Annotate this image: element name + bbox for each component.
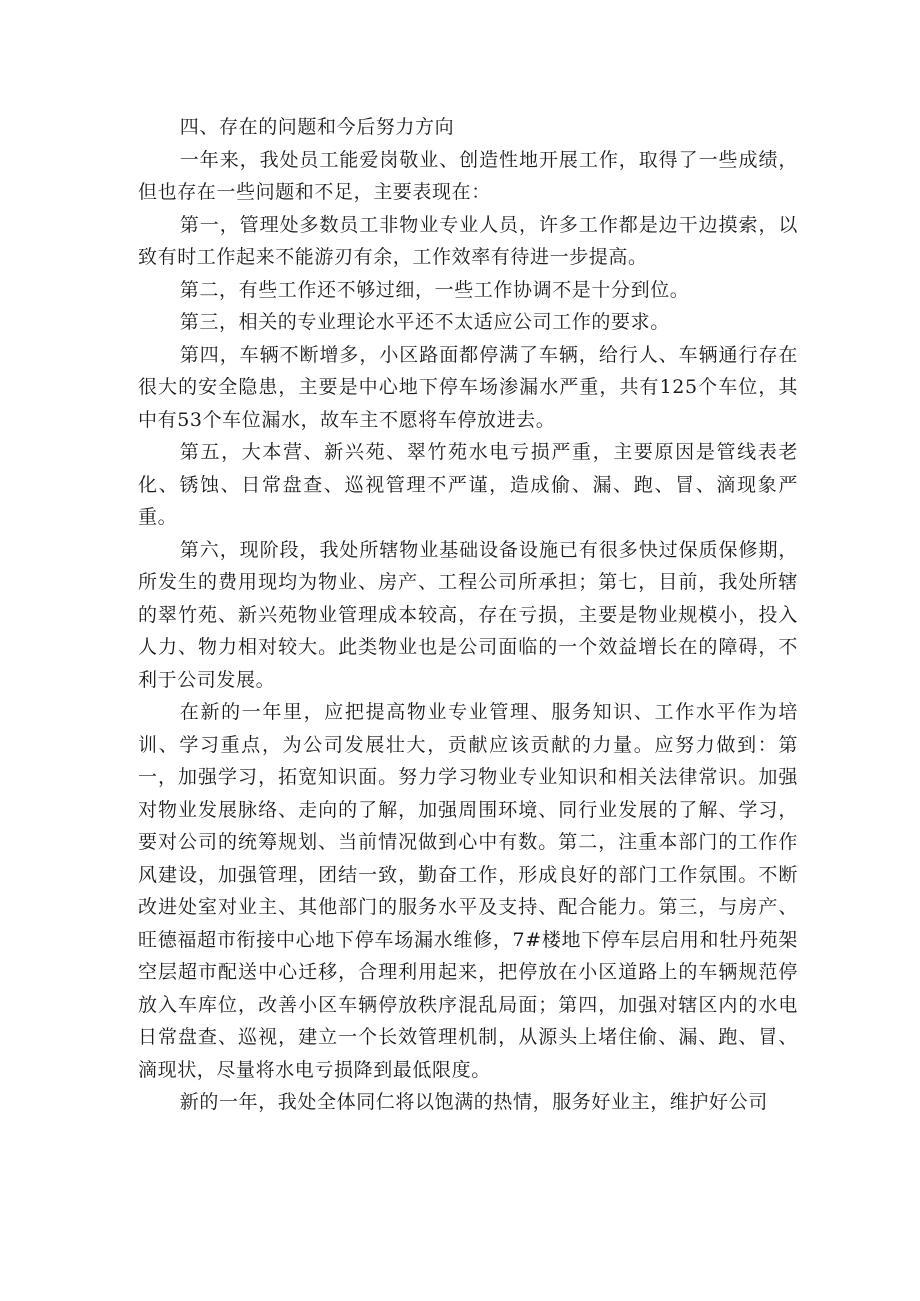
paragraph-issue-5: 第五，大本营、新兴苑、翠竹苑水电亏损严重，主要原因是管线表老化、锈蚀、日常盘查、巡视管理不严谨，造成偷、漏、跑、冒、滴现象严重。 xyxy=(138,441,798,528)
section-heading: 四、存在的问题和今后努力方向 xyxy=(179,116,455,138)
paragraph-closing: 新的一年，我处全体同仁将以饱满的热情，服务好业主，维护好公司 xyxy=(179,1091,768,1113)
paragraph-issue-4: 第四，车辆不断增多，小区路面都停满了车辆，给行人、车辆通行存在很大的安全隐患，主要是中心地下停车场渗漏水严重，共有125个车位，其中有53个车位漏水，故车主不愿将车停放进去。 xyxy=(138,343,798,431)
document-body xyxy=(138,111,798,1119)
paragraph-issue-2: 第二，有些工作还不够过细，一些工作协调不是十分到位。 xyxy=(179,278,690,301)
paragraph-issue-6-7: 第六，现阶段，我处所辖物业基础设备设施已有很多快过保质保修期，所发生的费用现均为物业、房产、工程公司所承担；第七，目前，我处所辖的翠竹苑、新兴苑物业管理成本较高，存在亏损，主要是物业规模小，投入人力、物力相对较大。此类物业也是公司面临的一个效益增长在的障碍，不利于公司发展。 xyxy=(138,538,798,691)
paragraph-intro: 一年来，我处员工能爱岗敬业、创造性地开展工作，取得了一些成绩，但也存在一些问题和不足，主要表现在： xyxy=(138,148,798,203)
paragraph-issue-3: 第三，相关的专业理论水平还不太适应公司工作的要求。 xyxy=(179,311,670,333)
paragraph-issue-1: 第一，管理处多数员工非物业专业人员，许多工作都是边干边摸索，以致有时工作起来不能游刃有余，工作效率有待进一步提高。 xyxy=(138,213,798,268)
paragraph-plan: 在新的一年里，应把提高物业专业管理、服务知识、工作水平作为培训、学习重点，为公司发展壮大，贡献应该贡献的力量。应努力做到：第一，加强学习，拓宽知识面。努力学习物业专业知识和相关法律常识。加强对物业发展脉络、走向的了解，加强周围环境、同行业发展的了解、学习，要对公司的统筹规划、当前情况做到心中有数。第二，注重本部门的工作作风建设，加强管理，团结一致，勤奋工作，形成良好的部门工作氛围。不断改进处室对业主、其他部门的服务水平及支持、配合能力。第三，与房产、旺德福超市衔接中心地下停车场漏水维修，7#楼地下停车层启用和牡丹苑架空层超市配送中心迁移，合理利用起来，把停放在小区道路上的车辆规范停放入车库位，改善小区车辆停放秩序混乱局面；第四，加强对辖区内的水电日常盘查、巡视，建立一个长效管理机制，从源头上堵住偷、漏、跑、冒、滴现状，尽量将水电亏损降到最低限度。 xyxy=(138,701,798,1081)
